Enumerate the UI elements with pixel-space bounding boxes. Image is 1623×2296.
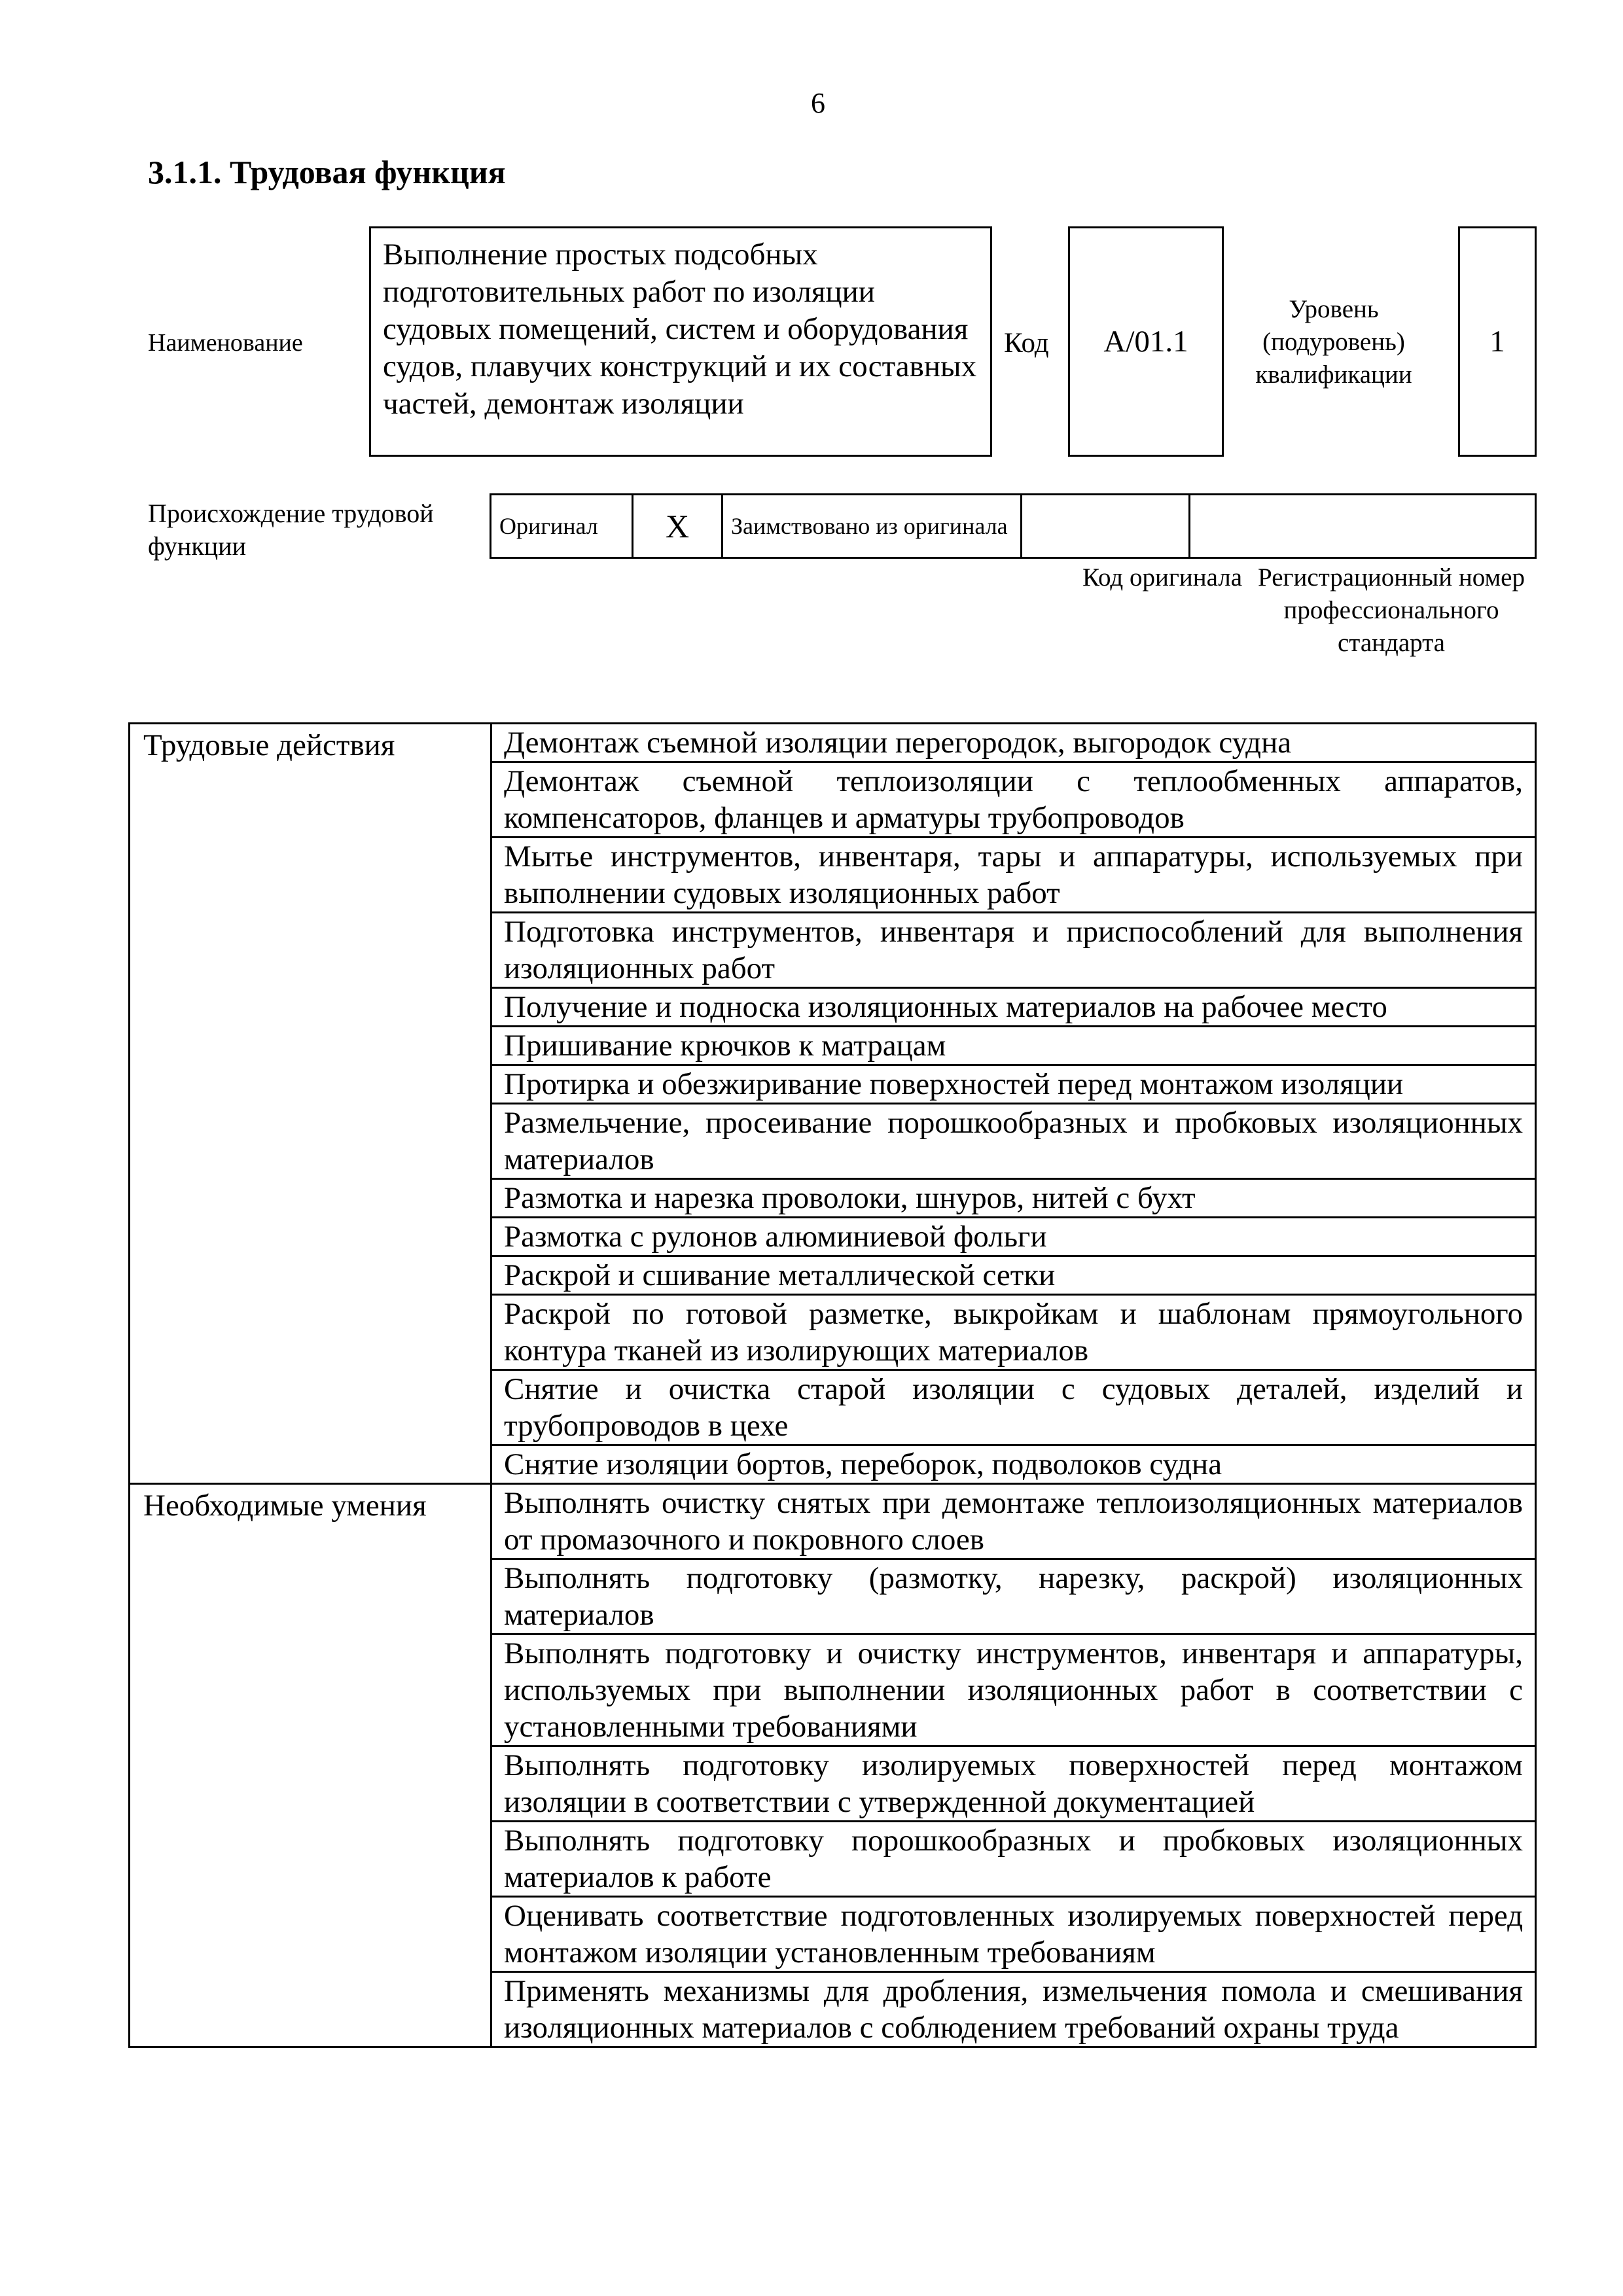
required-skills-item: Выполнять подготовку порошкообразных и пробковых изоляционных материалов к работе <box>491 1822 1536 1897</box>
labor-actions-item: Размельчение, просеивание порошкообразных и пробковых изоляционных материалов <box>491 1104 1536 1179</box>
required-skills-item: Применять механизмы для дробления, измельчения помола и смешивания изоляционных материалов с соблюдением требований охраны труда <box>491 1972 1536 2047</box>
original-mark: X <box>633 495 722 558</box>
function-code-box: A/01.1 <box>1068 226 1224 457</box>
labor-actions-label: Трудовые действия <box>130 724 491 1484</box>
required-skills-label: Необходимые умения <box>130 1484 491 2047</box>
origin-table <box>490 493 1537 559</box>
original-code-cell <box>1022 495 1190 558</box>
required-skills-item: Оценивать соответствие подготовленных изолируемых поверхностей перед монтажом изоляции установленным требованиям <box>491 1897 1536 1972</box>
required-skills-item: Выполнять подготовку и очистку инструментов, инвентаря и аппаратуры, используемых при выполнении изоляционных работ в соответствии с установленными требованиями <box>491 1634 1536 1746</box>
table-row <box>130 724 1536 762</box>
function-name-box: Выполнение простых подсобных подготовительных работ по изоляции судовых помещений, систем и оборудования судов, плавучих конструкций и их составных частей, демонтаж изоляции <box>369 226 992 457</box>
labor-actions-item: Пришивание крючков к матрацам <box>491 1027 1536 1065</box>
labor-actions-item: Раскрой и сшивание металлической сетки <box>491 1256 1536 1295</box>
function-details-body <box>130 724 1536 2047</box>
page-number: 6 <box>811 87 825 119</box>
labor-actions-item: Раскрой по готовой разметке, выкройкам и шаблонам прямоугольного контура тканей из изолирующих материалов <box>491 1295 1536 1370</box>
labor-actions-item: Размотка и нарезка проволоки, шнуров, нитей с бухт <box>491 1179 1536 1218</box>
labor-actions-item: Демонтаж съемной теплоизоляции с теплообменных аппаратов, компенсаторов, фланцев и арматуры трубопроводов <box>491 762 1536 838</box>
table-row <box>130 1484 1536 1559</box>
required-skills-item: Выполнять очистку снятых при демонтаже теплоизоляционных материалов от промазочного и покровного слоев <box>491 1484 1536 1559</box>
code-label: Код <box>1004 328 1049 359</box>
reg-number-caption: Регистрационный номер профессионального стандарта <box>1258 563 1525 657</box>
name-label: Наименование <box>148 329 303 357</box>
function-details-table <box>128 722 1537 2048</box>
original-code-caption: Код оригинала <box>1082 563 1243 592</box>
labor-actions-item: Размотка с рулонов алюминиевой фольги <box>491 1218 1536 1256</box>
qualification-level-label: Уровень (подуровень) квалификации <box>1255 295 1412 389</box>
original-cell: Оригинал <box>491 495 633 558</box>
section-title: 3.1.1. Трудовая функция <box>148 154 506 190</box>
labor-actions-item: Демонтаж съемной изоляции перегородок, выгородок судна <box>491 724 1536 762</box>
labor-actions-item: Подготовка инструментов, инвентаря и приспособлений для выполнения изоляционных работ <box>491 913 1536 988</box>
required-skills-item: Выполнять подготовку изолируемых поверхностей перед монтажом изоляции в соответствии с утвержденной документацией <box>491 1746 1536 1822</box>
origin-label: Происхождение трудовой функции <box>148 499 434 561</box>
borrowed-cell: Заимствовано из оригинала <box>722 495 1022 558</box>
labor-actions-item: Получение и подноска изоляционных материалов на рабочее место <box>491 988 1536 1027</box>
labor-actions-item: Протирка и обезжиривание поверхностей перед монтажом изоляции <box>491 1065 1536 1104</box>
labor-actions-item: Снятие изоляции бортов, переборок, подволоков судна <box>491 1445 1536 1484</box>
labor-actions-item: Снятие и очистка старой изоляции с судовых деталей, изделий и трубопроводов в цехе <box>491 1370 1536 1445</box>
reg-number-cell <box>1190 495 1536 558</box>
labor-actions-item: Мытье инструментов, инвентаря, тары и аппаратуры, используемых при выполнении судовых изоляционных работ <box>491 838 1536 913</box>
qualification-level-box: 1 <box>1458 226 1537 457</box>
required-skills-item: Выполнять подготовку (размотку, нарезку, раскрой) изоляционных материалов <box>491 1559 1536 1634</box>
